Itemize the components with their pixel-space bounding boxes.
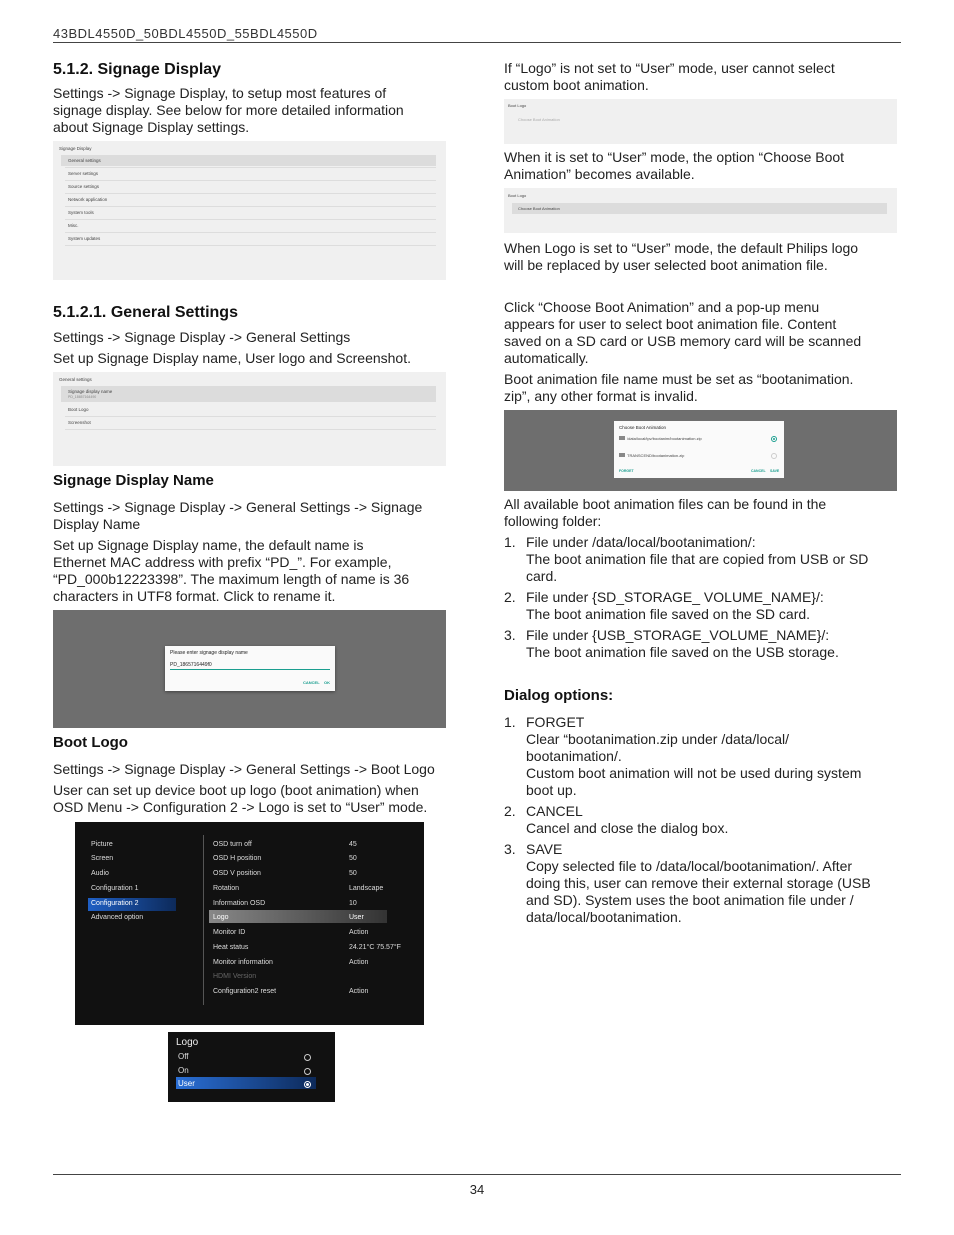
- list-line: and SD). System uses the boot animation file under /: [526, 892, 854, 908]
- right-p6-line2: following folder:: [504, 513, 602, 529]
- input-underline: [170, 669, 330, 670]
- list-line: File under {SD_STORAGE_ VOLUME_NAME}/:: [526, 589, 824, 605]
- list-number: 2.: [504, 803, 516, 819]
- file-option-2[interactable]: TRANSCEND/bootanimation.zip: [627, 453, 685, 458]
- selected-row-highlight: [512, 203, 887, 214]
- osd-setting-value: 45: [349, 841, 357, 848]
- osd-setting-value: 50: [349, 870, 357, 877]
- list-number: 1.: [504, 714, 516, 730]
- general-settings-screenshot: [53, 372, 446, 466]
- usb-icon: [619, 453, 625, 457]
- osd-setting-value: 10: [349, 900, 357, 907]
- general-settings-path: Settings -> Signage Display -> General Settings: [53, 329, 351, 345]
- page-number: 34: [469, 1182, 485, 1197]
- divider: [65, 193, 436, 194]
- name-dialog-screenshot: [53, 610, 446, 728]
- logo-popup: [168, 1032, 335, 1102]
- menu-item[interactable]: Server settings: [68, 171, 99, 176]
- list-line: SAVE: [526, 841, 563, 857]
- list-line: The boot animation file saved on the SD card.: [526, 606, 811, 622]
- header-rule: [53, 42, 901, 43]
- divider: [65, 245, 436, 246]
- boot-logo-desc-2: OSD Menu -> Configuration 2 -> Logo is set to “User” mode.: [53, 799, 428, 815]
- osd-setting-label[interactable]: Rotation: [213, 885, 240, 892]
- screenshot-title: Boot Logo: [508, 103, 527, 108]
- right-p1-line1: If “Logo” is not set to “User” mode, user cannot select: [504, 60, 835, 76]
- name-desc-3: “PD_000b12223398”. The maximum length of name is 36: [53, 571, 410, 587]
- list-number: 1.: [504, 534, 516, 550]
- list-line: Clear “bootanimation.zip under /data/local/: [526, 731, 790, 747]
- list-line: Custom boot animation will not be used during system: [526, 765, 862, 781]
- list-item: [504, 803, 897, 837]
- list-line: CANCEL: [526, 803, 583, 819]
- dialog-options-heading: Dialog options:: [504, 687, 614, 704]
- divider: [65, 429, 436, 430]
- boot-logo-screenshot-enabled: [504, 188, 897, 233]
- list-item: [504, 534, 897, 585]
- name-desc-1: Set up Signage Display name, the default name is: [53, 537, 364, 553]
- boot-logo-desc-1: User can set up device boot up logo (boot animation) when: [53, 782, 419, 798]
- right-p3-line2: will be replaced by user selected boot animation file.: [504, 257, 828, 273]
- list-item: [504, 627, 897, 661]
- menu-item[interactable]: General settings: [68, 158, 101, 163]
- right-p4-line2: appears for user to select boot animation file. Content: [504, 316, 837, 332]
- radio-off-icon[interactable]: [304, 1054, 311, 1061]
- radio-unselected-icon[interactable]: [771, 453, 777, 459]
- dialog-title: Choose Boot Animation: [619, 425, 667, 430]
- list-line: doing this, user can remove their external storage (USB: [526, 875, 871, 891]
- screenshot-title: Signage Display: [59, 146, 92, 151]
- list-number: 3.: [504, 841, 516, 857]
- intro-line-1: Settings -> Signage Display, to setup most features of: [53, 85, 387, 101]
- osd-setting-value: Action: [349, 988, 369, 995]
- radio-selected-icon[interactable]: [771, 436, 777, 442]
- general-settings-title: 5.1.2.1. General Settings: [53, 304, 238, 321]
- ok-button[interactable]: OK: [324, 680, 330, 685]
- osd-setting-value: Action: [349, 929, 369, 936]
- selected-row-highlight: [61, 386, 436, 402]
- osd-setting-label[interactable]: OSD V position: [213, 870, 261, 877]
- dialog-title: Please enter signage display name: [170, 650, 248, 656]
- file-option-1[interactable]: /data/local/tpv/bootanim/bootanimation.zip: [627, 436, 702, 441]
- choose-animation-disabled: Choose Boot Animation: [518, 117, 560, 122]
- cancel-button[interactable]: CANCEL: [751, 469, 766, 473]
- menu-item[interactable]: System tools: [68, 210, 94, 215]
- osd-menu-item[interactable]: Audio: [91, 870, 109, 877]
- right-p5-line1: Boot animation file name must be set as “bootanimation.: [504, 371, 854, 387]
- boot-logo-path: Settings -> Signage Display -> General Settings -> Boot Logo: [53, 761, 435, 777]
- right-p2-line2: Animation” becomes available.: [504, 166, 695, 182]
- list-line: data/local/bootanimation.: [526, 909, 682, 925]
- osd-setting-label[interactable]: Heat status: [213, 944, 249, 951]
- name-path-1: Settings -> Signage Display -> General Settings -> Signage: [53, 499, 423, 515]
- folder-icon: [619, 436, 625, 440]
- menu-item[interactable]: System updates: [68, 236, 101, 241]
- menu-item[interactable]: Source settings: [68, 184, 100, 189]
- logo-popup-title: Logo: [176, 1037, 199, 1048]
- list-number: 3.: [504, 627, 516, 643]
- intro-line-3: about Signage Display settings.: [53, 119, 250, 135]
- cancel-button[interactable]: CANCEL: [303, 680, 320, 685]
- choose-animation-screenshot: [504, 410, 897, 491]
- logo-option-on[interactable]: On: [178, 1066, 189, 1075]
- right-p4-line1: Click “Choose Boot Animation” and a pop-up menu: [504, 299, 820, 315]
- logo-option-user[interactable]: User: [178, 1079, 195, 1088]
- osd-menu-item[interactable]: Screen: [91, 855, 114, 862]
- right-p1-line2: custom boot animation.: [504, 77, 649, 93]
- list-line: bootanimation/.: [526, 748, 622, 764]
- boot-logo-screenshot-disabled: [504, 99, 897, 144]
- logo-selected-highlight: [176, 1077, 316, 1089]
- list-number: 2.: [504, 589, 516, 605]
- divider: [65, 167, 436, 168]
- name-input[interactable]: PD_1865716449f0: [170, 662, 212, 668]
- menu-item[interactable]: Screenshot: [68, 420, 91, 425]
- boot-logo-heading: Boot Logo: [53, 734, 128, 751]
- list-line: File under /data/local/bootanimation/:: [526, 534, 756, 550]
- osd-divider: [203, 835, 204, 1005]
- divider: [65, 232, 436, 233]
- osd-menu-item[interactable]: Configuration 1: [91, 885, 139, 892]
- list-item: [504, 589, 897, 623]
- osd-setting-label[interactable]: Monitor information: [213, 959, 273, 966]
- list-line: Copy selected file to /data/local/bootanimation/. After: [526, 858, 853, 874]
- right-p6-line1: All available boot animation files can be found in the: [504, 496, 827, 512]
- list-line: Cancel and close the dialog box.: [526, 820, 729, 836]
- osd-menu-item[interactable]: Picture: [91, 841, 113, 848]
- divider: [65, 219, 436, 220]
- list-line: The boot animation file saved on the USB storage.: [526, 644, 839, 660]
- right-p3-line1: When Logo is set to “User” mode, the default Philips logo: [504, 240, 859, 256]
- selected-row-highlight: [61, 155, 436, 166]
- right-p5-line2: zip”, any other format is invalid.: [504, 388, 698, 404]
- divider: [65, 416, 436, 417]
- osd-menu-screenshot: [75, 822, 424, 1025]
- screenshot-title: General settings: [59, 377, 92, 382]
- divider: [65, 206, 436, 207]
- osd-setting-value: 24.21°C 75.57°F: [349, 944, 401, 951]
- general-settings-desc: Set up Signage Display name, User logo and Screenshot.: [53, 350, 411, 366]
- section-title: 5.1.2. Signage Display: [53, 61, 222, 78]
- osd-setting-label[interactable]: Information OSD: [213, 900, 266, 907]
- signage-display-screenshot: [53, 141, 446, 280]
- osd-setting-label[interactable]: OSD H position: [213, 855, 262, 862]
- menu-item[interactable]: Network application: [68, 197, 108, 202]
- choose-animation-dialog: [614, 421, 784, 478]
- divider: [65, 180, 436, 181]
- menu-item[interactable]: Signage display name: [68, 389, 113, 394]
- osd-setting-value: Landscape: [349, 885, 384, 892]
- footer-rule: [53, 1174, 901, 1175]
- osd-menu-item[interactable]: Configuration 2: [91, 900, 139, 907]
- name-desc-2: Ethernet MAC address with prefix “PD_”. For example,: [53, 554, 392, 570]
- save-button[interactable]: SAVE: [770, 469, 780, 473]
- osd-setting-value: User: [349, 914, 364, 921]
- forget-button[interactable]: FORGET: [619, 469, 634, 473]
- intro-line-2: signage display. See below for more detailed information: [53, 102, 404, 118]
- right-p4-line4: automatically.: [504, 350, 589, 366]
- choose-animation-enabled[interactable]: Choose Boot Animation: [518, 206, 560, 211]
- osd-setting-label[interactable]: Monitor ID: [213, 929, 246, 936]
- osd-setting-label: HDMI Version: [213, 973, 257, 980]
- radio-user-icon[interactable]: [304, 1081, 311, 1088]
- osd-setting-label[interactable]: Logo: [213, 914, 229, 921]
- list-line: boot up.: [526, 782, 577, 798]
- list-line: The boot animation file that are copied from USB or SD: [526, 551, 869, 567]
- document-header: 43BDL4550D_50BDL4550D_55BDL4550D: [53, 26, 318, 41]
- list-item: [504, 841, 897, 926]
- name-desc-4: characters in UTF8 format. Click to rename it.: [53, 588, 336, 604]
- name-dialog: [165, 646, 335, 691]
- signage-name-heading: Signage Display Name: [53, 472, 214, 489]
- list-line: File under {USB_STORAGE_VOLUME_NAME}/:: [526, 627, 830, 643]
- osd-setting-value: Action: [349, 959, 369, 966]
- list-line: FORGET: [526, 714, 585, 730]
- menu-item-sub: PD_18657164490: [68, 395, 97, 399]
- osd-setting-label[interactable]: Configuration2 reset: [213, 988, 277, 995]
- radio-on-icon[interactable]: [304, 1068, 311, 1075]
- osd-setting-value: 50: [349, 855, 357, 862]
- list-line: card.: [526, 568, 558, 584]
- name-path-2: Display Name: [53, 516, 141, 532]
- right-p4-line3: saved on a SD card or USB memory card will be scanned: [504, 333, 862, 349]
- right-p2-line1: When it is set to “User” mode, the option “Choose Boot: [504, 149, 845, 165]
- osd-menu-item[interactable]: Advanced option: [91, 914, 144, 921]
- menu-item[interactable]: Boot Logo: [68, 407, 89, 412]
- list-item: [504, 714, 897, 799]
- osd-setting-label[interactable]: OSD turn off: [213, 841, 252, 848]
- menu-item[interactable]: Misc.: [68, 223, 79, 228]
- logo-option-off[interactable]: Off: [178, 1052, 189, 1061]
- screenshot-title: Boot Logo: [508, 193, 527, 198]
